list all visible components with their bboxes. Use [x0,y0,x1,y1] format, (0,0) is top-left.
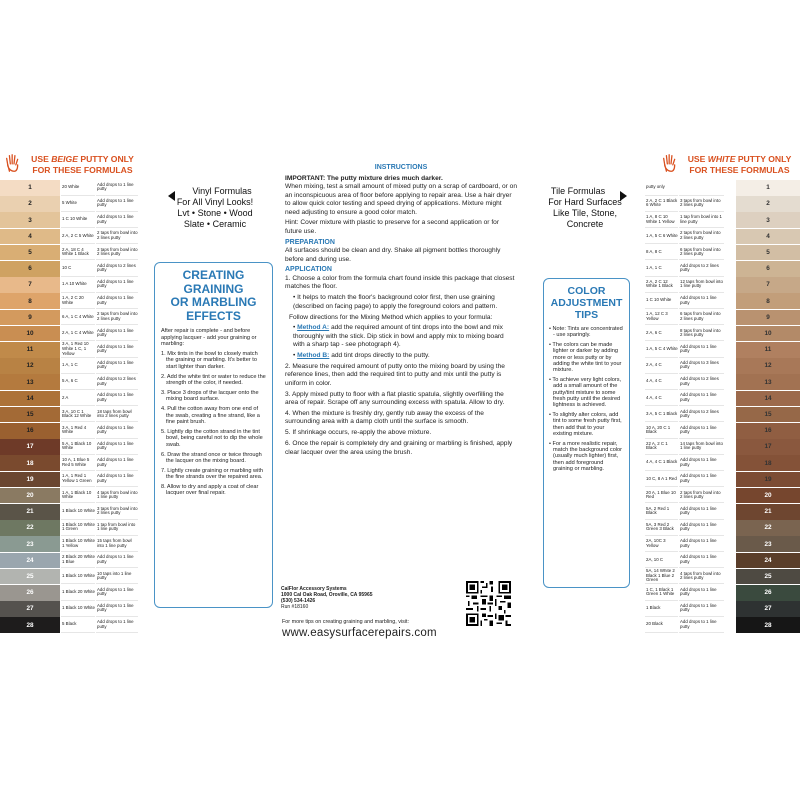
formula-cell: 1 A 10 White [61,277,95,293]
swatch-left-28: 28 [0,617,60,633]
swatch-left-18: 18 [0,455,60,471]
formula-cell: 2 A, 4 C [645,358,678,374]
action-cell: Add drops to 1 line putty [679,553,724,569]
action-cell: Add drops to 1 line putty [96,391,138,407]
formula-cell: putty only [645,180,678,196]
action-cell: Add drops to 1 line putty [679,455,724,471]
formula-cell: 3 A, 5 C 1 Black [645,407,678,423]
formula-cell: 3 A, 10 C 1 Black 12 White [61,407,95,423]
swatch-left-7: 7 [0,277,60,293]
formula-cell: 1 Black 20 White [61,585,95,601]
important-note: IMPORTANT: The putty mixture dries much darker. [285,174,443,182]
swatch-left-14: 14 [0,391,60,407]
graining-title: CREATING GRAINING OR MARBLING EFFECTS [170,268,257,323]
application-step-3: 3. Apply mixed putty to floor with a flat plastic spatula, slightly overfilling the area of repair. Scrape off any surrounding excess with spatula. Allow to dry. [285,390,505,407]
action-cell: Add drops to 2 lines putty [679,261,724,277]
swatch-right-15: 15 [736,407,800,423]
action-cell [679,180,724,196]
instructions [285,164,517,460]
graining-box [154,262,273,608]
graining-step: 5. Lightly dip the cotton strand in the tint bowl, being careful not to dip the whole swab. [161,428,263,448]
swatch-right-17: 17 [736,439,800,455]
action-cell: 14 taps from bowl into 1 line putty [679,439,724,455]
action-cell: 10 taps into 1 line putty [96,569,138,585]
method-b: • Method B: add tint drops directly to the putty. [293,352,430,360]
swatch-right-10: 10 [736,326,800,342]
action-cell: Add drops to 1 line putty [96,617,138,633]
swatch-left-8: 8 [0,293,60,309]
application-step-4: 4. When the mixture is freshly dry, gently rub away the excess of the surrounding area with a damp cloth until the surface is smooth. [285,410,484,426]
swatch-left-13: 13 [0,374,60,390]
instructions-title: INSTRUCTIONS [374,164,428,171]
hand-icon [3,152,25,174]
swatch-left-23: 23 [0,536,60,552]
swatch-left-2: 2 [0,196,60,212]
swatch-left-27: 27 [0,601,60,617]
swatch-right-3: 3 [736,212,800,228]
action-cell: Add drops to 1 line putty [679,293,724,309]
formula-cell: 1 A, 1 C [61,358,95,374]
graining-step: 1. Mix tints in the bowl to closely match the graining or marbling. It's better to start lighter than darker. [161,350,258,370]
color-tip-item: • For a more realistic repair, match the background color (usually much lighter) first, then add foreground graining or marbling. [549,440,623,473]
formula-cell: 4 A, 4 C 1 Black [645,455,678,471]
swatch-left-10: 10 [0,326,60,342]
formula-cell: 1 C, 1 Black 1 Green 1 White [645,585,678,601]
swatch-right-12: 12 [736,358,800,374]
swatch-right-5: 5 [736,245,800,261]
swatch-left-4: 4 [0,229,60,245]
swatch-right-2: 2 [736,196,800,212]
action-cell: Add drops to 1 line putty [679,423,724,439]
swatch-right-16: 16 [736,423,800,439]
method-a: • Method A: add the required amount of tint drops into the bowl and mix thoroughly with the stick. Dip stick in bowl and apply mix to mixing board with a sharp tap - see photograph 4). [293,324,504,349]
application-step-1: 1. Choose a color from the formula chart found inside this package that closest matches the floor. [285,274,515,291]
color-tip-item: • To achieve very light colors, add a small amount of the putty/tint mixture to some fresh putty until the desired lightness is achieved. [549,376,622,409]
swatch-right-26: 26 [736,585,800,601]
formula-cell: 3 A, 1 Red 4 White [61,423,95,439]
swatch-right-9: 9 [736,310,800,326]
action-cell: 2 taps from bowl into 2 lines putty [679,488,724,504]
graining-step: 6. Draw the strand once or twice through the lacquer on the mixing board. [161,451,262,465]
formula-cell: 2A, 10C 3 Yellow [645,536,678,552]
formula-cell: 5 A, 1 Black 10 White [61,439,95,455]
formula-cell: 2 A, 18 C 4 White 1 Black [61,245,95,261]
action-cell: Add drops to 1 line putty [679,536,724,552]
swatch-right-8: 8 [736,293,800,309]
color-tips-list [549,326,624,473]
swatch-right-21: 21 [736,504,800,520]
formula-cell: 8 A, 8 C [645,245,678,261]
formula-cell: 10 C, 8 A 1 Red [645,472,678,488]
action-cell: Add drops to 1 line putty [96,358,138,374]
action-cell: Add drops to 1 line putty [96,326,138,342]
formula-cell: 1 Black 10 White [61,601,95,617]
formula-cell: 2 A, 2 C 5 White [61,229,95,245]
action-cell: 4 taps from bowl into 1 line putty [96,488,138,504]
more-tips-text: For more tips on creating graining and marbling, visit: [282,619,410,625]
application-step-2: 2. Measure the required amount of putty onto the mixing board by using the reference lines, then add the required tint to putty and mix until the putty is uniform in color. [285,363,505,387]
formula-cell: 1 A, 1 Red 1 Yellow 1 Green [61,472,95,488]
swatch-left-17: 17 [0,439,60,455]
formula-cell: 1 Black [645,601,678,617]
swatch-left-9: 9 [0,310,60,326]
formula-cell: 5 Black [61,617,95,633]
color-tip-item: • Note: Tints are concentrated - use sparingly. [549,326,623,339]
formula-cell: 1 Black 10 White [61,504,95,520]
formula-cell: 3 A, 1 Red 10 White 1 C, 1 Yellow [61,342,95,358]
preparation-heading: PREPARATION [285,238,335,246]
left-putty-heading: USE BEIGE PUTTY ONLY FOR THESE FORMULAS [31,154,134,175]
formula-cell: 1 Black 10 White 1 Green [61,520,95,536]
preparation-text: All surfaces should be clean and dry. Shake all pigment bottles thoroughly before and during use. [285,247,501,263]
mixing-method-intro: Follow directions for the Mixing Method which applies to your formula: [289,313,493,321]
graining-step: After repair is complete - and before applying lacquer - add your graining or marbling: [161,328,257,348]
swatch-left-20: 20 [0,488,60,504]
action-cell: Add drops to 2 lines putty [96,261,138,277]
swatch-right-1: 1 [736,180,800,196]
graining-steps [161,328,266,497]
formula-cell: 1 A, 5 C 4 White [645,342,678,358]
action-cell: 4 taps from bowl into 2 lines putty [679,569,724,585]
formula-cell: 2 Black 20 White 1 Blue [61,553,95,569]
action-cell: Add drops to 1 line putty [679,601,724,617]
swatch-right-13: 13 [736,374,800,390]
formula-cell: 1 Black 10 White [61,569,95,585]
swatch-right-18: 18 [736,455,800,471]
action-cell: Add drops to 1 line putty [96,601,138,617]
action-cell: 1 tap from bowl into 1 line putty [679,212,724,228]
color-tip-item: • The colors can be made lighter or darker by adding more or less putty or by adding the white tint to your mixture. [549,341,622,374]
action-cell: 6 taps from bowl into 2 lines putty [679,245,724,261]
action-cell: Add drops to 1 line putty [96,293,138,309]
swatch-right-19: 19 [736,472,800,488]
formula-cell: 20 A, 1 Blue 10 Red [645,488,678,504]
instructions-intro: When mixing, test a small amount of mixed putty on a scrap of cardboard, or on an inconspicuous area of floor before applying to repair area. Use a hair dryer to allow quick color testing and speed drying of applications. Mixture might need adjusting to ensure a good color match. [285,183,517,216]
formula-cell: 2 A, 1 C 4 White [61,326,95,342]
formula-cell: 4 A, 4 C [645,391,678,407]
formula-cell: 10 A, 20 C 1 Black [645,423,678,439]
qr-code[interactable] [466,581,511,626]
swatch-left-3: 3 [0,212,60,228]
formula-cell: 2 A, 2 C 1 Black 6 White [645,196,678,212]
formula-cell: 1 C 10 White [645,293,678,309]
formula-cell: 20 Black [645,617,678,633]
swatch-left-25: 25 [0,569,60,585]
right-putty-heading: USE WHITE PUTTY ONLY FOR THESE FORMULAS [687,154,792,175]
swatch-right-20: 20 [736,488,800,504]
formula-cell: 1 Black 10 White 1 Yellow [61,536,95,552]
formula-cell: 5A, 2 Red 1 Black [645,504,678,520]
swatch-right-27: 27 [736,601,800,617]
swatch-left-19: 19 [0,472,60,488]
swatch-right-6: 6 [736,261,800,277]
swatch-right-11: 11 [736,342,800,358]
instructions-hint: Hint: Cover mixture with plastic to preserve for a second application or for future use. [285,219,500,235]
hand-icon [660,152,682,174]
formula-cell: 6 A, 1 C 4 White [61,310,95,326]
formula-cell: 1 A, 1 C [645,261,678,277]
swatch-right-7: 7 [736,277,800,293]
formula-cell: 1 C 10 White [61,212,95,228]
application-step-5: 5. If shrinkage occurs, re-apply the above mixture. [285,429,432,437]
formula-cell: 2 A, 2 C 12 White 1 Black [645,277,678,293]
formula-cell: 2A, 10 C [645,553,678,569]
formula-cell: 4 A, 4 C [645,374,678,390]
action-cell: Add drops to 1 line putty [96,196,138,212]
application-tip: • It helps to match the floor's background color first, then use graining (described on facing page) to apply the foreground colors and pattern. [293,294,498,310]
swatch-left-15: 15 [0,407,60,423]
tile-formulas-heading: Tile Formulas For Hard Surfaces Like Tile, Stone, Concrete [548,186,622,229]
action-cell: Add drops to 3 lines putty [679,358,724,374]
formula-cell: 2 A [61,391,95,407]
formula-cell: 10 A, 1 Blue 5 Red 5 White [61,455,95,471]
swatch-left-1: 1 [0,180,60,196]
action-cell: Add drops to 1 line putty [96,472,138,488]
swatch-left-12: 12 [0,358,60,374]
swatch-left-22: 22 [0,520,60,536]
graining-step: 8. Allow to dry and apply a coat of clear lacquer over final repair. [161,483,259,497]
action-cell: Add drops to 1 line putty [96,277,138,293]
action-cell: Add drops to 1 line putty [679,520,724,536]
action-cell: Add drops to 1 line putty [96,455,138,471]
formula-cell: 2 A, 6 C [645,326,678,342]
formula-cell: 10 C [61,261,95,277]
swatch-left-16: 16 [0,423,60,439]
action-cell: Add drops to 1 line putty [96,585,138,601]
action-cell: 3 taps from bowl into 2 lines putty [679,196,724,212]
color-tip-item: • To slightly alter colors, add tint to some fresh putty first, then add that to your existing mixture. [549,411,622,438]
action-cell: Add drops to 1 line putty [679,617,724,633]
vinyl-formulas-heading: Vinyl Formulas For All Vinyl Looks! Lvt • Stone • Wood Slate • Ceramic [176,186,254,229]
swatch-right-14: 14 [736,391,800,407]
action-cell: Add drops to 1 line putty [96,342,138,358]
graining-step: 2. Add the white tint or water to reduce the strength of the color, if needed. [161,373,266,387]
formula-cell: 5A, 14 White 2 Black 1 Blue 2 Green [645,569,678,585]
swatch-right-25: 25 [736,569,800,585]
swatch-left-5: 5 [0,245,60,261]
action-cell: 2 taps from bowl into 2 lines putty [96,229,138,245]
action-cell: 2 taps from bowl into 2 lines putty [96,310,138,326]
color-tips-title: COLOR ADJUSTMENT TIPS [550,285,623,321]
action-cell: Add drops to 1 line putty [96,439,138,455]
action-cell: 3 taps from bowl into 2 lines putty [96,504,138,520]
action-cell: Add drops to 2 lines putty [679,407,724,423]
action-cell: Add drops to 1 line putty [679,391,724,407]
action-cell: 1 tap from bowl into 1 line putty [96,520,138,536]
formula-cell: 5A, 3 Red 2 Green 3 Black [645,520,678,536]
formula-cell: 1 A, 1 Black 10 White [61,488,95,504]
swatch-right-4: 4 [736,229,800,245]
application-step-6: 6. Once the repair is completely dry and graining or marbling is finished, apply clear lacquer over the area using the brush. [285,440,513,456]
action-cell: 12 taps from bowl into 1 line putty [679,277,724,293]
graining-step: 3. Place 3 drops of the lacquer onto the mixing board surface. [161,389,259,403]
formula-cell: 5 A, 6 C [61,374,95,390]
action-cell: 15 taps from bowl into 1 line putty [96,536,138,552]
graining-step: 4. Pull the cotton away from one end of the swab, creating a fine strand, like a fine paint brush. [161,405,260,426]
action-cell: Add drops to 1 line putty [679,472,724,488]
swatch-right-28: 28 [736,617,800,633]
action-cell: 6 taps from bowl into 2 lines putty [679,310,724,326]
formula-cell: 1 A, 2 C 20 White [61,293,95,309]
company-info: CalFlor Accessory Systems 1000 Cal Oak Road, Oroville, CA 95965 (530) 534-1426 Run #18160 [281,586,373,610]
swatch-left-6: 6 [0,261,60,277]
action-cell: 18 taps from bowl into 2 lines putty [96,407,138,423]
graining-step: 7. Lightly create graining or marbling with the fine strands over the repaired area. [161,467,263,481]
action-cell: Add drops to 1 line putty [679,342,724,358]
application-heading: APPLICATION [285,266,332,274]
formula-cell: 1 A, 5 C 6 White [645,229,678,245]
action-cell: 2 taps from bowl into 2 lines putty [679,229,724,245]
action-cell: Add drops to 1 line putty [96,180,138,196]
website-link[interactable]: www.easysurfacerepairs.com [282,627,437,639]
swatch-right-23: 23 [736,536,800,552]
formula-cell: 22 A, 2 C 1 Black [645,439,678,455]
action-cell: Add drops to 2 lines putty [96,374,138,390]
formula-cell: 1 A, 8 C 10 White 1 Yellow [645,212,678,228]
action-cell: 8 taps from bowl into 2 lines putty [679,326,724,342]
action-cell: Add drops to 1 line putty [96,423,138,439]
swatch-left-26: 26 [0,585,60,601]
formula-cell: 20 White [61,180,95,196]
swatch-left-21: 21 [0,504,60,520]
action-cell: Add drops to 2 lines putty [679,374,724,390]
action-cell: Add drops to 1 line putty [96,212,138,228]
action-cell: Add drops to 1 line putty [679,504,724,520]
swatch-right-24: 24 [736,553,800,569]
formula-cell: 5 White [61,196,95,212]
formula-cell: 1 A, 12 C 3 Yellow [645,310,678,326]
swatch-left-11: 11 [0,342,60,358]
swatch-left-24: 24 [0,553,60,569]
action-cell: Add drops to 1 line putty [679,585,724,601]
swatch-right-22: 22 [736,520,800,536]
color-tips-box [543,278,630,588]
action-cell: Add drops to 1 line putty [96,553,138,569]
action-cell: 3 taps from bowl into 2 lines putty [96,245,138,261]
